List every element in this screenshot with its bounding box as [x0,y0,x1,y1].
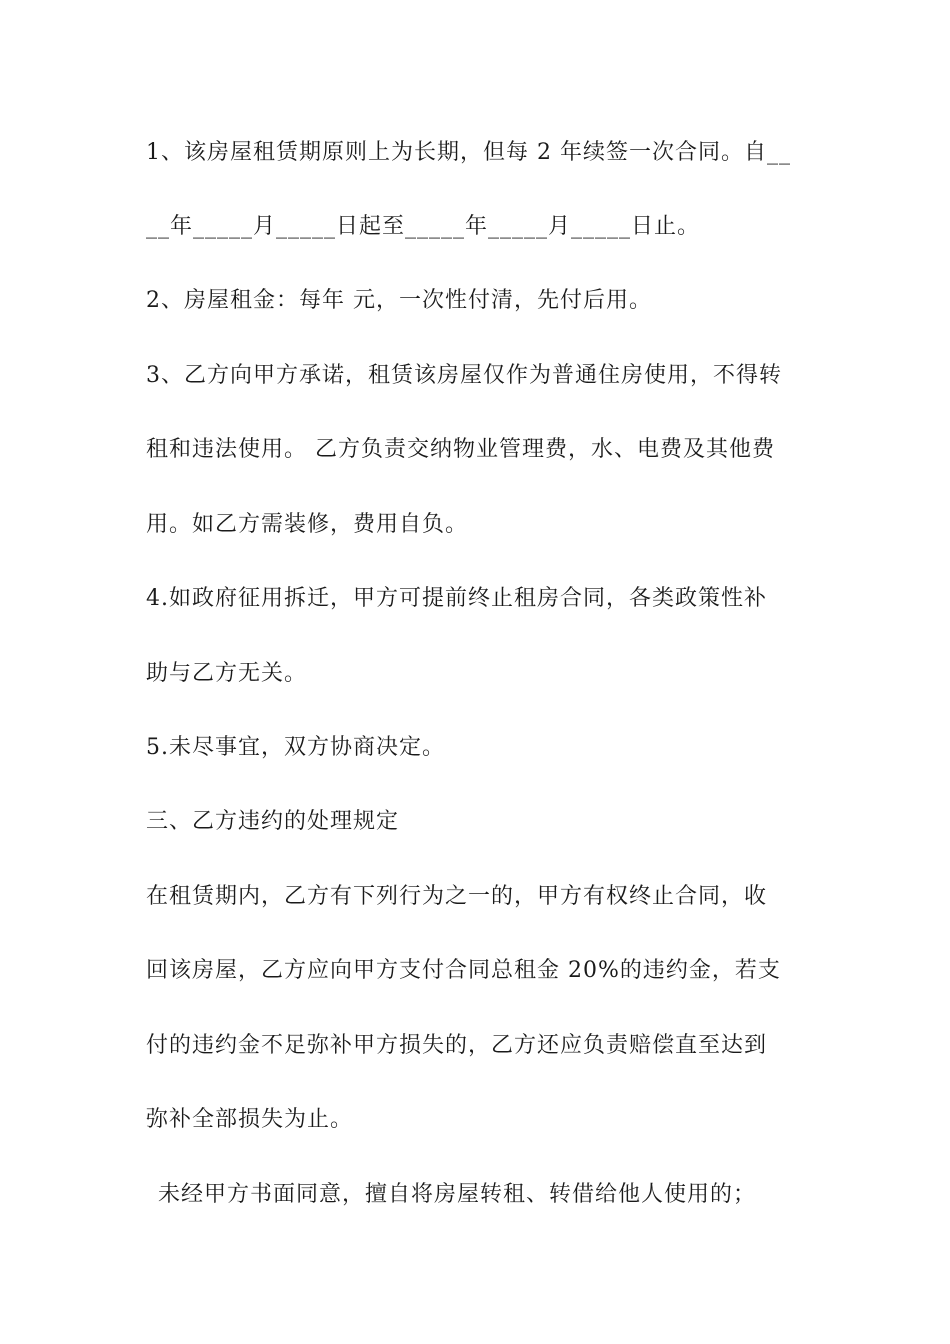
violation-item-1: 未经甲方书面同意，擅自将房屋转租、转借给他人使用的； [158,1182,757,1207]
section-3-para-line-3: 付的违约金不足弥补甲方损失的，乙方还应负责赔偿直至达到 [146,1033,768,1058]
section-3-para-line-4: 弥补全部损失为止。 [146,1107,354,1132]
clause-5: 5.未尽事宜，双方协商决定。 [146,735,445,760]
clause-1-line-2: __年_____月_____日起至_____年_____月_____日止。 [146,214,701,239]
section-3-para-line-2: 回该房屋，乙方应向甲方支付合同总租金 20%的违约金，若支 [146,958,781,983]
clause-3-line-1: 3、乙方向甲方承诺，租赁该房屋仅作为普通住房使用，不得转 [146,363,782,388]
clause-4-line-2: 助与乙方无关。 [146,661,308,686]
clause-2: 2、房屋租金：每年 元，一次性付清，先付后用。 [146,288,652,313]
clause-4-line-1: 4.如政府征用拆迁，甲方可提前终止租房合同，各类政策性补 [146,586,767,611]
clause-3-line-3: 用。如乙方需装修，费用自负。 [146,512,469,537]
clause-3-line-2: 租和违法使用。 乙方负责交纳物业管理费，水、电费及其他费 [146,437,775,462]
clause-1-line-1: 1、该房屋租赁期原则上为长期，但每 2 年续签一次合同。自__ [146,140,791,165]
section-3-para-line-1: 在租赁期内，乙方有下列行为之一的，甲方有权终止合同，收 [146,884,768,909]
section-heading-3: 三、乙方违约的处理规定 [146,809,400,834]
